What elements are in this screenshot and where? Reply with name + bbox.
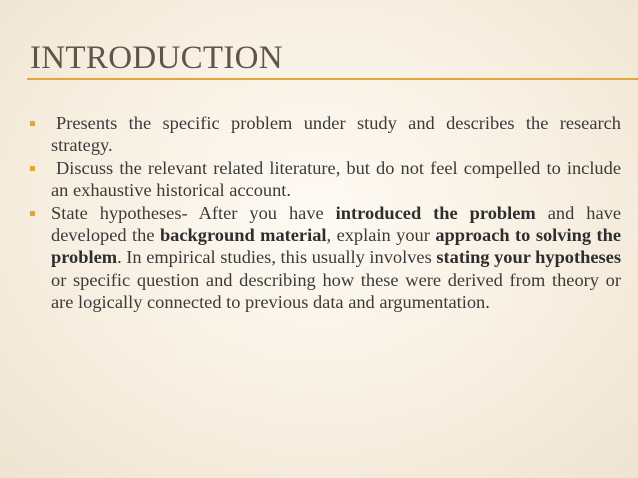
slide-title: INTRODUCTION	[30, 40, 283, 76]
bullet-item-hypotheses	[27, 202, 621, 314]
bullet-text-part: , explain your	[326, 225, 436, 246]
bullet-item-literature	[27, 157, 621, 202]
square-bullet-icon	[30, 121, 35, 126]
bullet-text-part: and have developed the	[51, 202, 622, 246]
bullet-item-problem	[27, 112, 621, 157]
title-underline	[27, 78, 638, 80]
bullet-text-part: . In empirical studies, this usually involves	[117, 247, 437, 268]
bold-phrase: background material	[159, 225, 327, 246]
bold-phrase: introduced the problem	[335, 202, 536, 223]
bullet-list	[27, 112, 621, 314]
bold-phrase: stating your hypotheses	[436, 247, 621, 268]
square-bullet-icon	[30, 211, 35, 216]
bold-phrase: approach to solving the problem	[51, 225, 621, 268]
square-bullet-icon	[30, 166, 35, 171]
bullet-text: Discuss the relevant related literature, but do not feel compelled to include an exhaustive historical account.	[51, 157, 621, 201]
bullet-text-part: State hypotheses- After you have	[51, 202, 336, 223]
bullet-text: Presents the specific problem under study and describes the research strategy.	[51, 113, 621, 156]
bullet-text-part: or specific question and describing how these were derived from theory or are logically connected to previous data and argumentation.	[51, 269, 621, 313]
